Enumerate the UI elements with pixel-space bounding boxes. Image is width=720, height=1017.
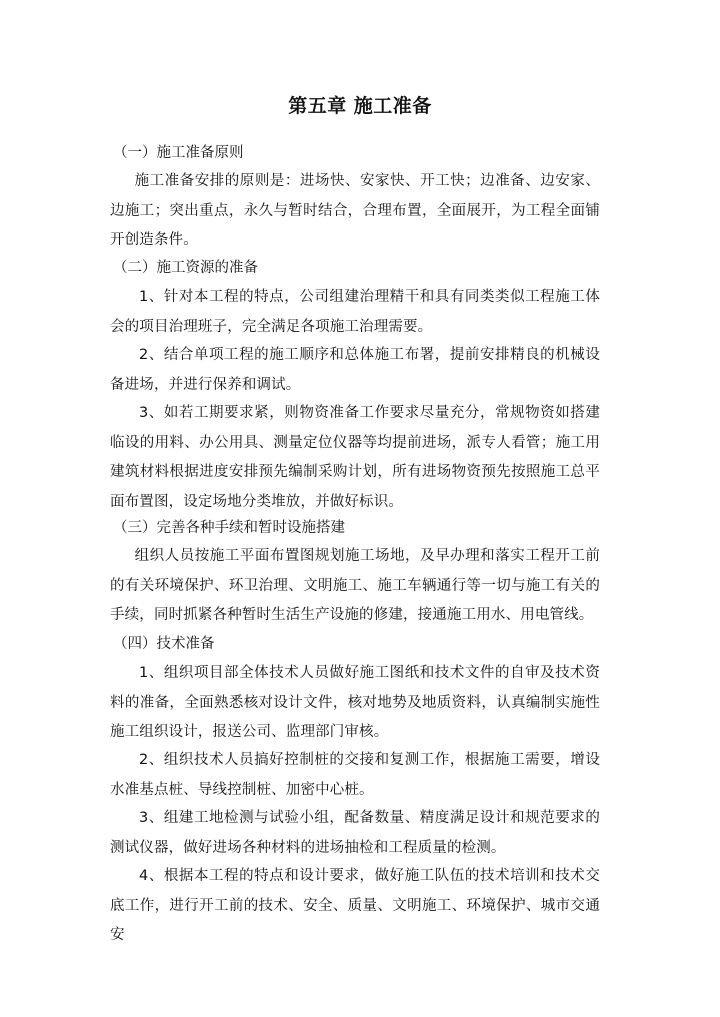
paragraph-3-1: 组织人员按施工平面布置图规划施工场地，及早办理和落实工程开工前的有关环境保护、环卫治理、文明施工、施工车辆通行等一切与施工有关的手续，同时抓紧各种暂时生活生产设施的修建，接通施工用水、用电管线。 xyxy=(110,548,600,623)
section-heading-4: （四）技术准备 xyxy=(113,636,215,652)
section-heading-3: （三）完善各种手续和暂时设施搭建 xyxy=(113,520,345,536)
paragraph-2-3: 3、如若工期要求紧，则物资准备工作要求尽量充分，常规物资如搭建临设的用料、办公用具、测量定位仪器等均提前进场，派专人看管；施工用建筑材料根据进度安排预先编制采购计划，所有进场物资预先按照施工总平面布置图，设定场地分类堆放，并做好标识。 xyxy=(110,405,600,510)
paragraph-4-1: 1、组织项目部全体技术人员做好施工图纸和技术文件的自审及技术资料的准备，全面熟悉核对设计文件，核对地势及地质资料，认真编制实施性施工组织设计，报送公司、监理部门审核。 xyxy=(110,665,600,740)
section-heading-1: （一）施工准备原则 xyxy=(113,145,244,161)
chapter-title: 第五章 施工准备 xyxy=(288,95,432,117)
paragraph-4-4: 4、根据本工程的特点和设计要求，做好施工队伍的技术培训和技术交底工作，进行开工前的技术、安全、质量、文明施工、环境保护、城市交通安 xyxy=(110,868,600,943)
section-heading-2: （二）施工资源的准备 xyxy=(113,260,258,276)
paragraph-1-1: 施工准备安排的原则是：进场快、安家快、开工快；边准备、边安家、边施工；突出重点，永久与暂时结合，合理布置，全面展开，为工程全面铺开创造条件。 xyxy=(110,173,600,248)
paragraph-4-3: 3、组建工地检测与试验小组，配备数量、精度满足设计和规范要求的测试仪器，做好进场各种材料的进场抽检和工程质量的检测。 xyxy=(110,810,600,856)
paragraph-2-2: 2、结合单项工程的施工顺序和总体施工布署，提前安排精良的机械设备进场，并进行保养和调试。 xyxy=(110,347,600,393)
paragraph-4-2: 2、组织技术人员搞好控制桩的交接和复测工作，根据施工需要，增设水准基点桩、导线控制桩、加密中心桩。 xyxy=(110,752,600,798)
paragraph-2-1: 1、针对本工程的特点，公司组建治理精干和具有同类类似工程施工体会的项目治理班子，完全满足各项施工治理需要。 xyxy=(110,289,600,335)
